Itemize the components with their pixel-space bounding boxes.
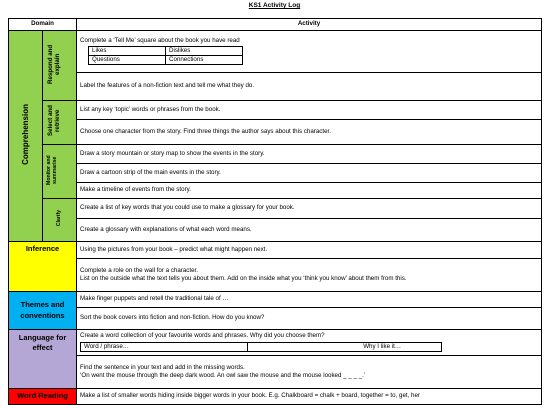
grid-connections: Connections [166, 56, 243, 65]
themes-label: Themes and conventions [9, 292, 77, 330]
page-title: KS1 Activity Log [248, 2, 301, 9]
tell-me-grid [88, 46, 243, 65]
activity-cell: Draw a cartoon strip of the main events in the story. [77, 164, 542, 183]
select-retrieve-cell [43, 101, 77, 145]
activity-row [9, 259, 542, 292]
activity-cell: Label the features of a non-fiction text and tell me what they do. [77, 73, 542, 101]
activity-header: Activity [77, 19, 542, 31]
domain-header: Domain [9, 19, 77, 31]
activity-cell: Sort the book covers into fiction and non-fiction. How do you know? [77, 308, 542, 330]
activity-cell: Create a list of key words that you could use to make a glossary for your book. [77, 199, 542, 219]
activity-log-table [8, 18, 542, 405]
word-collection-bar [80, 342, 442, 352]
why-like-cell: Why I like it… [363, 342, 402, 350]
grid-likes: Likes [89, 47, 166, 56]
grid-dislikes: Dislikes [166, 47, 243, 56]
activity-row [9, 219, 542, 242]
activity-row [9, 242, 542, 259]
word-collection-text: Create a word collection of your favourite words and phrases. Why did you choose them? [80, 332, 325, 340]
activity-row [9, 199, 542, 219]
monitor-summarise-label: Monitor and summarise [45, 154, 58, 185]
activity-row [9, 183, 542, 199]
respond-explain-label: Respond and explain [46, 44, 61, 84]
activity-row [9, 73, 542, 101]
monitor-summarise-cell [43, 145, 77, 199]
activity-cell: Make a list of smaller words hiding inside bigger words in your book. E.g. Chalkboard = chalk + board, together = to, get, her [77, 389, 542, 405]
activity-row [9, 389, 542, 405]
activity-cell: Choose one character from the story. Find three things the author says about this character. [77, 120, 542, 145]
activity-cell: Make finger puppets and retell the traditional tale of … [77, 292, 542, 308]
select-retrieve-label: Select and retrieve [46, 105, 61, 137]
activity-row [9, 31, 542, 73]
activity-row [9, 330, 542, 356]
comprehension-cell [9, 31, 43, 242]
role-on-wall-line2: List on the outside what the text tells you about them. Add on the inside what you ‘think you know’ about them from this. [80, 275, 407, 282]
activity-cell: Create a glossary with explanations of what each word means. [77, 219, 542, 242]
respond-explain-cell [43, 31, 77, 101]
activity-cell: Using the pictures from your book – predict what might happen next. [77, 242, 542, 259]
grid-questions: Questions [89, 56, 166, 65]
activity-row [9, 120, 542, 145]
activity-cell [77, 356, 542, 389]
activity-row [9, 292, 542, 308]
activity-row [9, 308, 542, 330]
clarify-cell [43, 199, 77, 242]
tell-me-text: Complete a ‘Tell Me’ square about the book you have read [80, 36, 240, 44]
activity-cell: Draw a story mountain or story map to show the events in the story. [77, 145, 542, 164]
activity-cell [77, 31, 542, 73]
header-row [9, 19, 542, 31]
activity-cell: Make a timeline of events from the story. [77, 183, 542, 199]
language-label: Language for effect [9, 330, 77, 389]
activity-cell [77, 330, 542, 356]
activity-row [9, 145, 542, 164]
activity-row [9, 356, 542, 389]
comprehension-label: Comprehension [20, 103, 30, 165]
word-reading-label: Word Reading [9, 389, 77, 405]
inference-label: Inference [9, 242, 77, 292]
activity-cell [77, 259, 542, 292]
activity-row [9, 164, 542, 183]
activity-row [9, 101, 542, 120]
word-phrase-cell: Word / phrase… [81, 343, 248, 351]
role-on-wall-line1: Complete a role on the wall for a character. [80, 266, 198, 274]
activity-cell: List any key ‘topic’ words or phrases from the book. [77, 101, 542, 120]
clarify-label: Clarify [55, 210, 62, 227]
missing-words-line1: Find the sentence in your text and add in the missing words. [80, 363, 245, 371]
missing-words-line2: ‘On went the mouse through the deep dark wood. An owl saw the mouse and the mouse looked _ _ _ _.’ [80, 372, 366, 379]
